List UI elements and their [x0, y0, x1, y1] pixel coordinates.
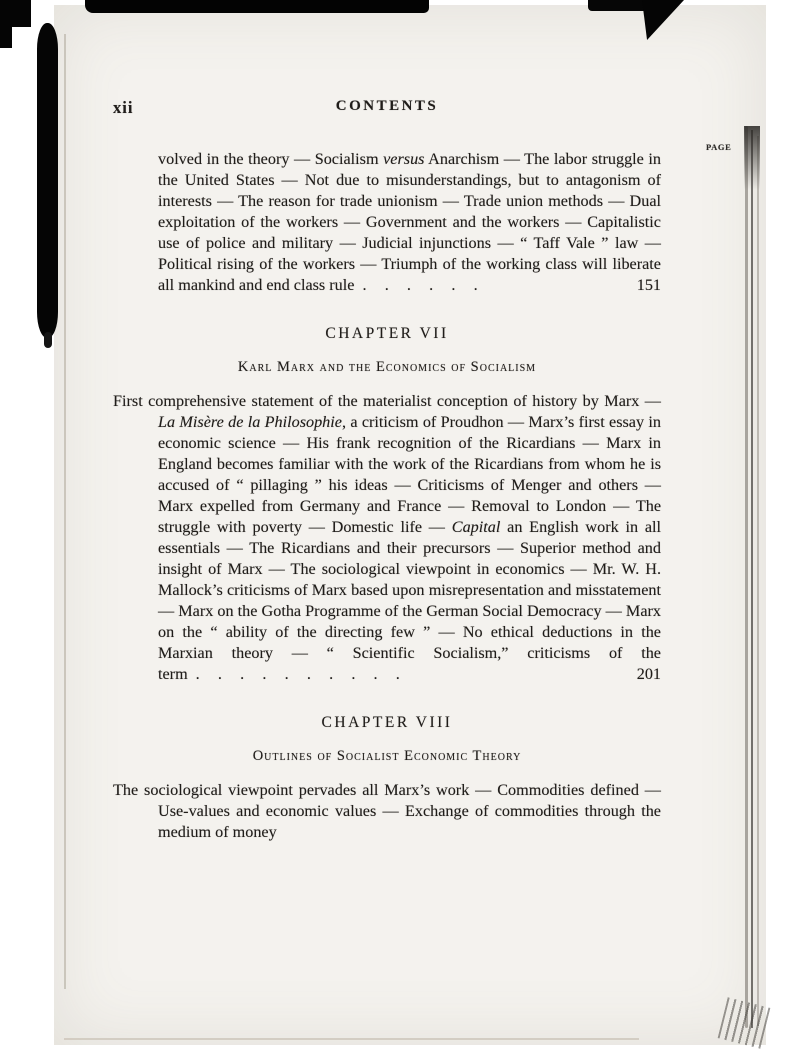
chapter-subheading-vii: Karl Marx and the Economics of Socialism [237, 359, 537, 375]
toc-entry-commodities [113, 780, 661, 843]
chapter-heading-viii: CHAPTER VIII [321, 714, 453, 731]
scan-artifact-top-strip [85, 0, 429, 13]
page-right-edge-streak-2 [751, 130, 753, 1028]
chapter-heading-vii: CHAPTER VII [325, 325, 449, 342]
page-bottom-edge-line [64, 1038, 639, 1040]
contents-page-body [113, 96, 732, 843]
running-head [113, 96, 661, 116]
chapter-subheading-viii: Outlines of Socialist Economic Theory [252, 748, 522, 764]
leader-dots: . . . . . . . . . . [195, 665, 401, 683]
toc-page-number: 151 [636, 276, 661, 294]
toc-page-number: 201 [636, 665, 661, 683]
scan-artifact-left-bar-tail [44, 332, 52, 348]
scan-artifact-left-binding-bar [37, 23, 58, 338]
page-right-edge-streak-3 [757, 136, 759, 1026]
toc-entry-text: volved in the theory — Socialism versus Anarchism — The labor struggle in the United States — Not due to misunderstandings, but to antagonism of interests — The reason for trade unionism — Trade union methods — Dual exploitation of the workers — Government and the workers — Capitalistic use of police and military — Judicial injunctions — “ Taff Vale ” law — Political rising of the workers — Triumph of the working class will liberate all mankind and end class rule [158, 150, 661, 294]
toc-entry-continuation [113, 149, 661, 296]
folio-number: xii [113, 98, 134, 117]
toc-entry-text: The sociological viewpoint pervades all Marx’s work — Commodities defined — Use-values and economic values — Exchange of commodities through the medium of money [113, 781, 661, 841]
page-left-edge-line [64, 34, 66, 989]
page-title: CONTENTS [335, 98, 439, 114]
scan-artifact-top-left-smear [0, 0, 12, 48]
page-right-edge-streak-1 [745, 126, 748, 1028]
toc-entry-text: First comprehensive statement of the materialist conception of history by Marx — La Misère de la Philosophie, a criticism of Proudhon — Marx’s first essay in economic science — His frank recognition of the Ricardians — Marx in England becomes familiar with the work of the Ricardians from whom he is accused of “ pillaging ” his ideas — Criticisms of Menger and others — Marx expelled from Germany and France — Removal to London — The struggle with poverty — Domestic life — Capital an English work in all essentials — The Ricardians and their precursors — Superior method and insight of Marx — The sociological viewpoint in economics — Mr. W. H. Mallock’s criticisms of Marx based upon misrepresentation and misstatement — Marx on the Gotha Programme of the German Social Democracy — Marx on the “ ability of the directing few ” — No ethical deductions in the Marxian theory — “ Scientific Socialism,” criticisms of the term [113, 392, 662, 683]
page-column-label: PAGE [706, 142, 732, 152]
toc-entry-marx [113, 391, 661, 685]
page-right-edge-dark-cap [744, 126, 760, 190]
scan-artifact-top-strip-right [588, 0, 651, 11]
leader-dots: . . . . . . [362, 276, 479, 294]
